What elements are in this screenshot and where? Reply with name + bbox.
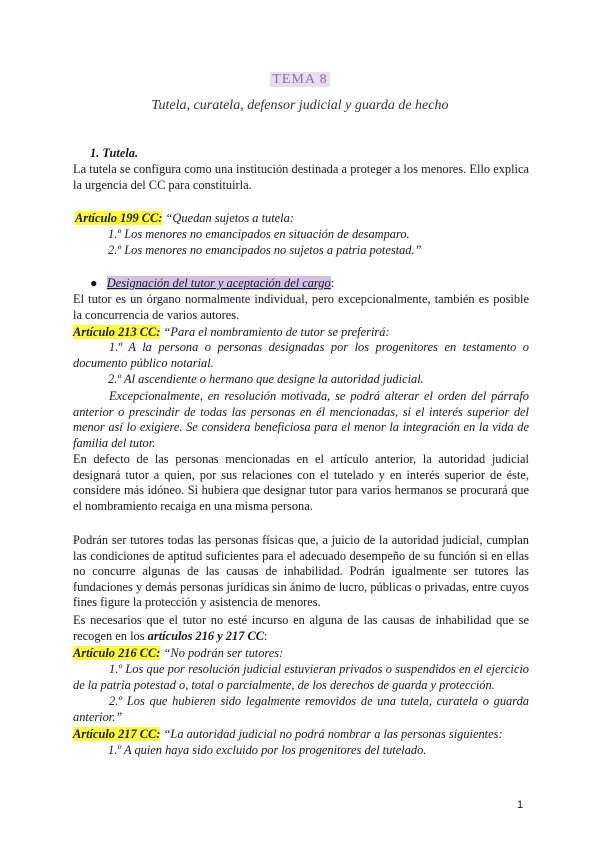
text: Es necesarios que el tutor no esté incurso en alguna de las causas de inhabilidad que se recogen en los: [73, 613, 529, 643]
article-text: “Para el nombramiento de tutor se preferirá:: [160, 325, 390, 339]
paragraph: El tutor es un órgano normalmente individual, pero excepcionalmente, también es posible la concurrencia de varios autores.: [73, 292, 529, 322]
list-item: 2.º Al ascendiente o hermano que designe la autoridad judicial.: [108, 372, 424, 386]
article-ref: Artículo 216 CC:: [73, 646, 161, 660]
list-item: 1.º A quien haya sido excluido por los progenitores del tutelado.: [108, 743, 427, 757]
paragraph: En defecto de las personas mencionadas en el artículo anterior, la autoridad judicial designará tutor a quien, por sus relaciones con el tutelado y en interés superior de éste, considere más idóneo. Si hubiera que designar tutor para varios hermanos se procurará que el nombramiento recaiga en una misma persona.: [73, 452, 529, 513]
text: :: [264, 628, 268, 643]
article-199: [75, 211, 531, 227]
article-ref: Artículo 217 CC:: [73, 727, 161, 741]
article-ref: Artículo 213 CC:: [73, 325, 161, 339]
list-item: 1.º Los menores no emancipados en situación de desamparo.: [108, 227, 410, 241]
bullet-item: [90, 276, 546, 292]
article-text: “La autoridad judicial no podrá nombrar a las personas siguientes:: [160, 727, 503, 741]
paragraph: Excepcionalmente, en resolución motivada, se podrá alterar el orden del párrafo anterior o prescindir de todas las personas en él mencionadas, si el interés superior del menor así lo exigiere. Se considera beneficiosa para el menor la integración en la vida de familia del tutor.: [73, 389, 529, 450]
page-title: TEMA 8: [272, 72, 328, 87]
article-213: [73, 325, 529, 341]
section-heading: 1. Tutela.: [90, 146, 139, 160]
bullet-label: Designación del tutor y aceptación del cargo: [106, 276, 331, 290]
paragraph: Podrán ser tutores todas las personas físicas que, a juicio de la autoridad judicial, cumplan las condiciones de aptitud suficientes para el adecuado desempeño de su función si en ellas no concurre algunas de las causas de inhabilidad. Podrán igualmente ser tutores las fundaciones y demás personas jurídicas sin ánimo de lucro, públicas o privadas, entre cuyos fines figure la protección y asistencia de menores.: [73, 533, 529, 610]
list-item: 1.º A la persona o personas designadas por los progenitores en testamento o documento público notarial.: [73, 340, 529, 370]
page-number: 1: [517, 799, 524, 811]
bullet-colon: :: [330, 276, 335, 290]
article-text: “No podrán ser tutores:: [160, 646, 284, 660]
list-item: 2.º Los menores no emancipados no sujetos a patria potestad.”: [108, 243, 422, 257]
bullet-icon: ●: [90, 276, 107, 290]
article-216: [73, 646, 529, 662]
list-item: 1.º Los que por resolución judicial estuvieran privados o suspendidos en el ejercicio de la patria potestad o, total o parcialmente, de los derechos de guarda y protección.: [73, 662, 529, 692]
paragraph: [73, 613, 529, 644]
text-emphasis: artículos 216 y 217 CC: [147, 628, 265, 643]
list-item: 2.º Los que hubieren sido legalmente removidos de una tutela, curatela o guarda anterior.”: [73, 694, 529, 724]
article-text: “Quedan sujetos a tutela:: [162, 211, 294, 225]
page-subtitle: Tutela, curatela, defensor judicial y guarda de hecho: [151, 98, 449, 113]
article-217: [73, 727, 529, 743]
paragraph: La tutela se configura como una institución destinada a proteger a los menores. Ello explica la urgencia del CC para constituirla.: [73, 162, 529, 192]
article-ref: Artículo 199 CC:: [75, 211, 163, 225]
